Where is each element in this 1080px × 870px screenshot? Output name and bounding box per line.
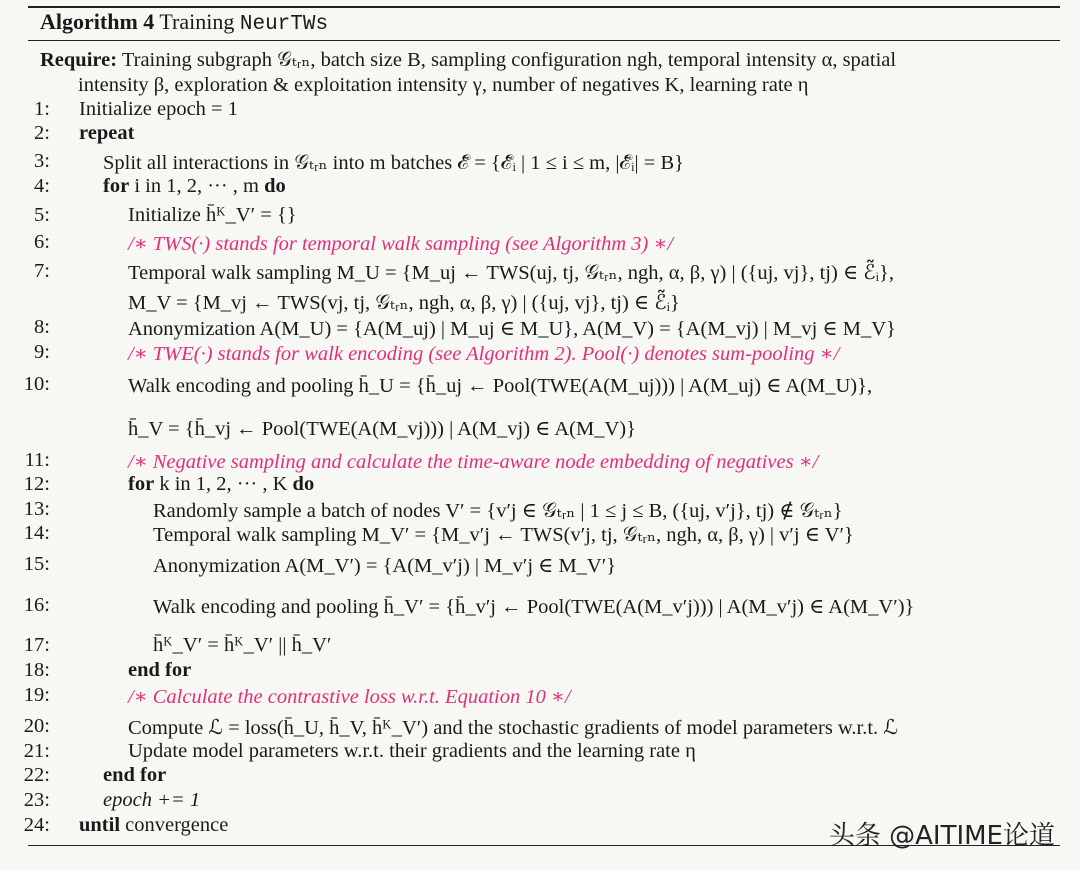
line-number: 7:	[34, 260, 50, 282]
line-number: 17:	[23, 634, 50, 656]
require-label: Require:	[40, 49, 118, 71]
line-number: 24:	[23, 814, 50, 836]
line-text: Anonymization A(M_U) = {A(M_uj) | M_uj ∈ M_U}, A(M_V) = {A(M_vj) | M_vj ∈ M_V}	[128, 318, 896, 340]
line-text: end for	[103, 764, 167, 786]
line-text: Initialize h̄ᴷ_V′ = {}	[128, 204, 297, 226]
line-number: 2:	[34, 122, 50, 144]
line-text: h̄ᴷ_V′ = h̄ᴷ_V′ || h̄_V′	[153, 634, 332, 656]
line-text: Walk encoding and pooling h̄_V′ = {h̄_v′j ← Pool(TWE(A(M_v′j))) | A(M_v′j) ∈ A(M_V′)}	[153, 596, 915, 618]
line-text: Initialize epoch = 1	[79, 98, 238, 120]
line-number: 20:	[23, 715, 50, 737]
line-text: Temporal walk sampling M_U = {M_uj ← TWS(uj, tj, 𝒢ₜᵣₙ, ngh, α, β, γ) | ({uj, vj}, tj) ∈ ℰ̃ᵢ},	[128, 262, 894, 284]
comment-text: /∗ TWE(·) stands for walk encoding (see Algorithm 2). Pool(·) denotes sum-pooling ∗/	[128, 343, 840, 365]
algorithm-label: Algorithm 4	[40, 9, 155, 34]
line-number: 19:	[23, 684, 50, 706]
line-number: 18:	[23, 659, 50, 681]
top-rule	[28, 6, 1060, 8]
line-text: Split all interactions in 𝒢ₜᵣₙ into m batches ℰ̃ = {ℰ̃ᵢ | 1 ≤ i ≤ m, |ℰ̃ᵢ| = B}	[103, 152, 684, 174]
line-text: repeat	[79, 122, 135, 144]
line-text: Compute ℒ = loss(h̄_U, h̄_V, h̄ᴷ_V′) and the stochastic gradients of model parameters w.r.t. ℒ	[128, 717, 899, 739]
require-line-1: Training subgraph 𝒢ₜᵣₙ, batch size B, sampling configuration ngh, temporal intensity α, spatial	[121, 49, 897, 71]
line-text: for i in 1, 2, ··· , m do	[103, 175, 286, 197]
line-number: 21:	[23, 740, 50, 762]
line-text: M_V = {M_vj ← TWS(vj, tj, 𝒢ₜᵣₙ, ngh, α, β, γ) | ({uj, vj}, tj) ∈ ℰ̃ᵢ}	[128, 292, 680, 314]
comment-text: /∗ Negative sampling and calculate the time-aware node embedding of negatives ∗/	[128, 451, 819, 473]
title-name: NeurTWs	[239, 13, 329, 36]
line-number: 14:	[23, 522, 50, 544]
line-number: 23:	[23, 789, 50, 811]
line-number: 3:	[34, 150, 50, 172]
line-number: 4:	[34, 175, 50, 197]
line-number: 8:	[34, 316, 50, 338]
line-number: 16:	[23, 594, 50, 616]
line-text: Randomly sample a batch of nodes V′ = {v′j ∈ 𝒢ₜᵣₙ | 1 ≤ j ≤ B, ({uj, v′j}, tj) ∉ 𝒢ₜᵣₙ}	[153, 500, 843, 522]
line-text: end for	[128, 659, 192, 681]
comment-text: /∗ TWS(·) stands for temporal walk sampling (see Algorithm 3) ∗/	[128, 233, 674, 255]
line-text: Walk encoding and pooling h̄_U = {h̄_uj ← Pool(TWE(A(M_uj))) | A(M_uj) ∈ A(M_U)},	[128, 375, 873, 397]
line-number: 10:	[23, 373, 50, 395]
line-number: 5:	[34, 204, 50, 226]
line-text: Update model parameters w.r.t. their gradients and the learning rate η	[128, 740, 696, 762]
line-number: 12:	[23, 473, 50, 495]
line-text: until convergence	[79, 814, 229, 836]
title-rule	[28, 40, 1060, 41]
line-text: for k in 1, 2, ··· , K do	[128, 473, 315, 495]
watermark: 头条 @AITIME论道	[828, 821, 1055, 851]
line-number: 9:	[34, 341, 50, 363]
algorithm-title	[40, 9, 328, 36]
title-text: Training	[159, 9, 235, 34]
line-number: 15:	[23, 553, 50, 575]
line-text: h̄_V = {h̄_vj ← Pool(TWE(A(M_vj))) | A(M_vj) ∈ A(M_V)}	[128, 418, 636, 440]
line-text: Temporal walk sampling M_V′ = {M_v′j ← TWS(v′j, tj, 𝒢ₜᵣₙ, ngh, α, β, γ) | v′j ∈ V′}	[153, 524, 854, 546]
line-number: 13:	[23, 498, 50, 520]
require-block	[40, 48, 1025, 98]
comment-text: /∗ Calculate the contrastive loss w.r.t. Equation 10 ∗/	[128, 686, 571, 708]
line-number: 6:	[34, 231, 50, 253]
line-number: 11:	[24, 449, 50, 471]
line-number: 1:	[34, 98, 50, 120]
line-number: 22:	[23, 764, 50, 786]
line-text: Anonymization A(M_V′) = {A(M_v′j) | M_v′j ∈ M_V′}	[153, 555, 617, 577]
line-text: epoch += 1	[103, 789, 201, 811]
require-line-2: intensity β, exploration & exploitation intensity γ, number of negatives K, learning rate η	[78, 74, 809, 96]
